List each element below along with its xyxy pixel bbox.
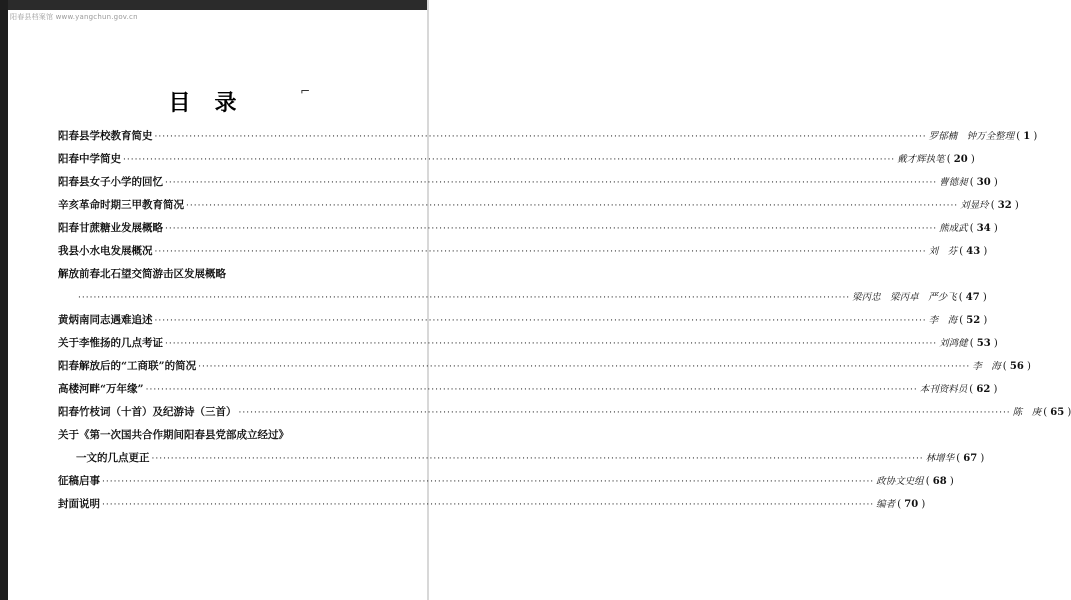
toc-entry[interactable] <box>58 289 980 312</box>
toc-leader-dots: ········································································································································································································ <box>102 500 875 510</box>
toc-entry-page: ( 65 ) <box>1043 407 1071 418</box>
toc-entry-page: ( 70 ) <box>897 499 925 510</box>
toc-entry-title: 阳春竹枝词（十首）及纪游诗（三首） <box>58 406 237 418</box>
corner-mark-icon: ⌐ <box>300 84 311 98</box>
toc-entry-title: 我县小水电发展概况 <box>58 245 153 257</box>
toc-entry-title: 阳春解放后的“工商联”的简况 <box>58 360 197 372</box>
toc-entry[interactable] <box>58 473 947 496</box>
toc-entry-page: ( 30 ) <box>970 177 998 188</box>
toc-entry-title: 阳春县女子小学的回忆 <box>58 176 163 188</box>
toc-leader-dots: ········································································································································································································ <box>154 247 927 257</box>
toc-entry[interactable] <box>58 151 968 174</box>
toc-entry-author: 梁丙忠 梁丙卓 严少飞 <box>852 292 957 303</box>
toc-entry-title: 封面说明 <box>58 498 100 510</box>
toc-entry-author: 陈 庚 <box>1012 407 1042 418</box>
toc-leader-dots: ········································································································································································································ <box>198 362 971 372</box>
toc-entry-page: ( 43 ) <box>959 246 987 257</box>
toc-entry-page: ( 52 ) <box>959 315 987 326</box>
toc-entry-title: 高楼河畔“万年缘” <box>58 383 144 395</box>
toc-entry-author: 曹德昶 <box>939 177 968 188</box>
toc-leader-dots: ········································································································································································································ <box>238 408 1011 418</box>
toc-entry[interactable] <box>58 312 981 335</box>
toc-entry-title: 黄炳南同志遇难追述 <box>58 314 153 326</box>
toc-entry-title: 征稿启事 <box>58 475 100 487</box>
toc-entry-author: 刘显玲 <box>960 200 989 211</box>
toc-leader-dots: ········································································································································································································ <box>145 385 918 395</box>
table-of-contents <box>58 128 1065 519</box>
toc-entry-author: 编者 <box>876 499 896 510</box>
toc-leader-dots: ········································································································································································································ <box>154 132 927 142</box>
toc-entry-author: 本刊资料员 <box>919 384 968 395</box>
toc-entry-page: ( 56 ) <box>1003 361 1031 372</box>
toc-entry-title: 一文的几点更正 <box>76 452 150 464</box>
toc-entry-author: 林增华 <box>925 453 955 464</box>
page-title: 目录 <box>168 91 261 116</box>
toc-entry-title: 阳春中学简史 <box>58 153 121 165</box>
toc-entry-page: ( 67 ) <box>956 453 984 464</box>
toc-entry[interactable] <box>58 358 1024 381</box>
toc-leader-dots: ········································································································································································································ <box>165 178 938 188</box>
toc-entry-author: 罗郁楠 钟万全整理 <box>928 131 1015 142</box>
toc-entry-author: 戴才辉执笔 <box>897 154 945 165</box>
toc-entry-title: 阳春县学校教育简史 <box>58 130 153 142</box>
toc-entry[interactable] <box>58 266 406 289</box>
toc-entry[interactable] <box>58 128 1031 151</box>
scan-top-border <box>0 0 429 10</box>
toc-entry-title: 关于李惟扬的几点考证 <box>58 337 163 349</box>
toc-entry-page: ( 47 ) <box>959 292 987 303</box>
toc-leader-dots: ········································································································································································································ <box>151 454 924 464</box>
toc-entry-title: 关于《第一次国共合作期间阳春县党部成立经过》 <box>58 429 289 441</box>
toc-entry[interactable] <box>58 243 981 266</box>
toc-entry-page: ( 68 ) <box>926 476 954 487</box>
toc-entry[interactable] <box>58 450 978 473</box>
toc-entry[interactable] <box>58 381 991 404</box>
watermark-text: 阳春县档案馆 www.yangchun.gov.cn <box>10 13 138 21</box>
toc-entry-page: ( 53 ) <box>970 338 998 349</box>
toc-entry[interactable] <box>58 427 406 450</box>
toc-entry-author: 李 海 <box>972 361 1001 372</box>
toc-entry[interactable] <box>58 404 1065 427</box>
toc-entry-page: ( 1 ) <box>1016 131 1037 142</box>
toc-entry-title: 解放前春北石望交简游击区发展概略 <box>58 268 226 280</box>
toc-entry[interactable] <box>58 174 991 197</box>
toc-entry[interactable] <box>58 220 991 243</box>
toc-leader-dots: ········································································································································································································ <box>165 224 938 234</box>
toc-entry-page: ( 62 ) <box>969 384 997 395</box>
toc-entry-author: 刘鸿健 <box>939 338 968 349</box>
toc-entry-author: 政协文史组 <box>876 476 924 487</box>
toc-entry-page: ( 32 ) <box>991 200 1019 211</box>
toc-leader-dots: ········································································································································································································ <box>102 477 875 487</box>
toc-entry-title: 辛亥革命时期三甲教育简况 <box>58 199 184 211</box>
toc-entry-author: 李 海 <box>928 315 958 326</box>
toc-entry-page: ( 34 ) <box>970 223 998 234</box>
toc-leader-dots: ········································································································································································································ <box>186 201 959 211</box>
toc-entry[interactable] <box>58 335 991 358</box>
toc-leader-dots: ········································································································································································································ <box>165 339 938 349</box>
toc-entry-title: 阳春甘蔗糖业发展概略 <box>58 222 163 234</box>
toc-entry[interactable] <box>58 197 1012 220</box>
toc-entry-author: 熊成武 <box>939 223 968 234</box>
toc-leader-dots: ········································································································································································································ <box>123 155 896 165</box>
toc-entry-author: 刘 芬 <box>928 246 958 257</box>
toc-leader-dots: ········································································································································································································ <box>154 316 927 326</box>
toc-entry[interactable] <box>58 496 919 519</box>
toc-leader-dots: ········································································································································································································ <box>78 293 851 303</box>
toc-entry-page: ( 20 ) <box>947 154 975 165</box>
